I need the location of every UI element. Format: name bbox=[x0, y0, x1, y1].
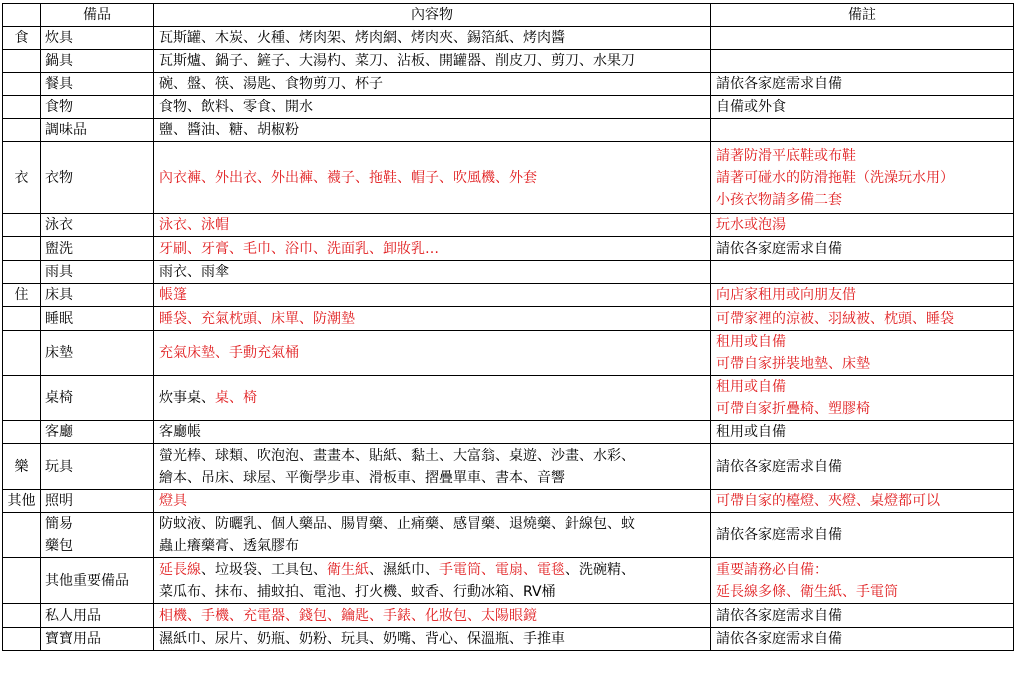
item-label: 私人用品 bbox=[45, 607, 101, 624]
notes-cell bbox=[711, 284, 1014, 307]
plain-text: 請依各家庭需求自備 bbox=[716, 240, 842, 257]
category-cell bbox=[3, 119, 41, 142]
item-label: 鍋具 bbox=[45, 53, 73, 69]
contents-line bbox=[159, 387, 705, 409]
contents-line bbox=[159, 605, 705, 627]
contents-line bbox=[159, 119, 705, 141]
plain-text: 繪本、吊床、球屋、平衡學步車、滑板車、摺疊單車、書本、音響 bbox=[159, 469, 565, 486]
plain-text: 、洗碗精、 bbox=[565, 561, 635, 578]
item-cell bbox=[41, 513, 154, 558]
notes-line bbox=[716, 96, 1008, 118]
notes-cell bbox=[711, 331, 1014, 376]
item-label: 衣物 bbox=[45, 169, 73, 186]
notes-line bbox=[716, 628, 1008, 650]
highlighted-text: 延長線多條、衛生紙、手電筒 bbox=[716, 583, 898, 600]
category-cell bbox=[3, 261, 41, 284]
category-cell bbox=[3, 628, 41, 651]
packing-checklist-table bbox=[2, 3, 1014, 651]
item-label: 桌椅 bbox=[45, 390, 73, 406]
contents-line bbox=[159, 308, 705, 330]
item-label: 簡易 bbox=[45, 516, 73, 532]
contents-cell bbox=[154, 604, 711, 628]
highlighted-text: 可帶家裡的涼被、羽絨被、枕頭、睡袋 bbox=[716, 310, 954, 327]
highlighted-text: 衛生紙 bbox=[327, 561, 369, 578]
contents-cell bbox=[154, 214, 711, 237]
table-row bbox=[3, 558, 1014, 604]
item-label: 床具 bbox=[45, 287, 73, 303]
category-cell bbox=[3, 604, 41, 628]
notes-cell bbox=[711, 27, 1014, 50]
plain-text: 客廳帳 bbox=[159, 424, 201, 440]
item-cell bbox=[41, 96, 154, 119]
contents-line bbox=[159, 513, 705, 535]
table-row bbox=[3, 237, 1014, 261]
item-cell bbox=[41, 27, 154, 50]
item-cell bbox=[41, 261, 154, 284]
contents-line bbox=[159, 535, 705, 557]
header-category bbox=[3, 4, 41, 27]
highlighted-text: 可帶自家折疊椅、塑膠椅 bbox=[716, 401, 870, 417]
table-row bbox=[3, 421, 1014, 444]
notes-cell bbox=[711, 214, 1014, 237]
contents-cell bbox=[154, 331, 711, 376]
notes-line bbox=[716, 189, 1008, 211]
item-label: 炊具 bbox=[45, 30, 73, 46]
contents-line bbox=[159, 284, 705, 306]
notes-cell bbox=[711, 558, 1014, 604]
table-row bbox=[3, 490, 1014, 513]
item-label: 寶寶用品 bbox=[45, 631, 101, 647]
table-row bbox=[3, 331, 1014, 376]
notes-cell bbox=[711, 96, 1014, 119]
notes-line bbox=[716, 398, 1008, 420]
notes-line bbox=[716, 559, 1008, 581]
item-cell bbox=[41, 628, 154, 651]
notes-cell bbox=[711, 119, 1014, 142]
table-row bbox=[3, 376, 1014, 421]
notes-cell bbox=[711, 261, 1014, 284]
notes-line bbox=[716, 581, 1008, 603]
plain-text: 請依各家庭需求自備 bbox=[716, 631, 842, 647]
contents-cell bbox=[154, 73, 711, 96]
category-cell: 食 bbox=[3, 27, 41, 50]
contents-line bbox=[159, 445, 705, 467]
item-cell bbox=[41, 490, 154, 513]
category-cell bbox=[3, 214, 41, 237]
item-label: 雨具 bbox=[45, 264, 73, 280]
plain-text: 、濕紙巾、 bbox=[369, 561, 439, 578]
item-cell bbox=[41, 604, 154, 628]
item-cell bbox=[41, 421, 154, 444]
notes-line bbox=[716, 145, 1008, 167]
table-row bbox=[3, 604, 1014, 628]
item-label: 床墊 bbox=[45, 345, 73, 361]
highlighted-text: 延長線 bbox=[159, 561, 201, 578]
item-label: 調味品 bbox=[45, 122, 87, 138]
highlighted-text: 租用或自備 bbox=[716, 379, 786, 395]
category-cell bbox=[3, 237, 41, 261]
table-row bbox=[3, 628, 1014, 651]
highlighted-text: 手電筒、電扇、電毯 bbox=[439, 561, 565, 578]
contents-cell bbox=[154, 444, 711, 490]
plain-text: 租用或自備 bbox=[716, 424, 786, 440]
notes-line bbox=[716, 605, 1008, 627]
category-cell: 其他 bbox=[3, 490, 41, 513]
notes-line bbox=[716, 308, 1008, 330]
contents-line bbox=[159, 467, 705, 489]
category-cell: 衣 bbox=[3, 142, 41, 214]
contents-line bbox=[159, 559, 705, 581]
notes-cell bbox=[711, 604, 1014, 628]
contents-cell bbox=[154, 96, 711, 119]
header-item: 備品 bbox=[41, 4, 154, 27]
header-notes: 備註 bbox=[711, 4, 1014, 27]
category-cell bbox=[3, 307, 41, 331]
plain-text: 請依各家庭需求自備 bbox=[716, 527, 842, 543]
plain-text: 濕紙巾、尿片、奶瓶、奶粉、玩具、奶嘴、背心、保溫瓶、手推車 bbox=[159, 631, 565, 647]
contents-line bbox=[159, 96, 705, 118]
item-cell bbox=[41, 119, 154, 142]
contents-line bbox=[159, 238, 705, 260]
notes-cell bbox=[711, 237, 1014, 261]
checklist-body bbox=[3, 27, 1014, 651]
notes-cell bbox=[711, 628, 1014, 651]
item-cell bbox=[41, 284, 154, 307]
highlighted-text: 玩水或泡湯 bbox=[716, 217, 786, 233]
contents-line bbox=[159, 261, 705, 283]
contents-line bbox=[159, 342, 705, 364]
item-label: 餐具 bbox=[45, 76, 73, 92]
notes-cell bbox=[711, 307, 1014, 331]
item-cell bbox=[41, 331, 154, 376]
item-cell bbox=[41, 73, 154, 96]
notes-cell bbox=[711, 421, 1014, 444]
contents-cell bbox=[154, 261, 711, 284]
category-cell bbox=[3, 331, 41, 376]
category-cell bbox=[3, 421, 41, 444]
notes-cell bbox=[711, 73, 1014, 96]
highlighted-text: 燈具 bbox=[159, 493, 187, 509]
item-label: 客廳 bbox=[45, 424, 73, 440]
notes-line bbox=[716, 284, 1008, 306]
item-cell bbox=[41, 307, 154, 331]
notes-line bbox=[716, 376, 1008, 398]
plain-text: 鹽、醬油、糖、胡椒粉 bbox=[159, 122, 299, 138]
item-label: 玩具 bbox=[45, 458, 73, 475]
category-cell bbox=[3, 558, 41, 604]
notes-line bbox=[716, 353, 1008, 375]
notes-cell bbox=[711, 142, 1014, 214]
contents-cell bbox=[154, 376, 711, 421]
category-cell: 住 bbox=[3, 284, 41, 307]
item-cell bbox=[41, 444, 154, 490]
item-label: 照明 bbox=[45, 493, 73, 509]
notes-line bbox=[716, 490, 1008, 512]
highlighted-text: 相機、手機、充電器、錢包、鑰匙、手錶、化妝包、太陽眼鏡 bbox=[159, 607, 537, 624]
contents-cell bbox=[154, 50, 711, 73]
plain-text: 請依各家庭需求自備 bbox=[716, 607, 842, 624]
highlighted-text: 租用或自備 bbox=[716, 334, 786, 350]
item-cell bbox=[41, 237, 154, 261]
highlighted-text: 向店家租用或向朋友借 bbox=[716, 287, 856, 303]
contents-line bbox=[159, 214, 705, 236]
contents-line bbox=[159, 490, 705, 512]
plain-text: 碗、盤、筷、湯匙、食物剪刀、杯子 bbox=[159, 76, 383, 92]
highlighted-text: 牙刷、牙膏、毛巾、浴巾、洗面乳、卸妝乳… bbox=[159, 240, 439, 257]
contents-cell bbox=[154, 513, 711, 558]
plain-text: 炊事桌、 bbox=[159, 390, 215, 406]
highlighted-text: 小孩衣物請多備二套 bbox=[716, 191, 842, 208]
highlighted-text: 睡袋、充氣枕頭、床單、防潮墊 bbox=[159, 310, 355, 327]
contents-cell bbox=[154, 27, 711, 50]
contents-line bbox=[159, 421, 705, 443]
contents-cell bbox=[154, 558, 711, 604]
table-row bbox=[3, 444, 1014, 490]
plain-text: 、垃圾袋、工具包、 bbox=[201, 561, 327, 578]
item-label: 藥包 bbox=[45, 538, 73, 554]
table-row bbox=[3, 284, 1014, 307]
table-row bbox=[3, 119, 1014, 142]
table-row bbox=[3, 27, 1014, 50]
header-row bbox=[3, 4, 1014, 27]
category-cell bbox=[3, 73, 41, 96]
contents-cell bbox=[154, 307, 711, 331]
plain-text: 螢光棒、球類、吹泡泡、畫畫本、貼紙、黏土、大富翁、桌遊、沙畫、水彩、 bbox=[159, 447, 635, 464]
highlighted-text: 請著可碰水的防滑拖鞋（洗澡玩水用） bbox=[716, 169, 954, 186]
item-label: 食物 bbox=[45, 99, 73, 115]
notes-line bbox=[716, 331, 1008, 353]
table-row bbox=[3, 513, 1014, 558]
contents-line bbox=[159, 27, 705, 49]
table-row bbox=[3, 96, 1014, 119]
highlighted-text: 充氣床墊、手動充氣桶 bbox=[159, 345, 299, 361]
table-row bbox=[3, 214, 1014, 237]
plain-text: 請依各家庭需求自備 bbox=[716, 76, 842, 92]
plain-text: 防蚊液、防曬乳、個人藥品、腸胃藥、止痛藥、感冒藥、退燒藥、針線包、蚊 bbox=[159, 516, 635, 532]
item-cell bbox=[41, 142, 154, 214]
plain-text: 自備或外食 bbox=[716, 99, 786, 115]
header-contents: 內容物 bbox=[154, 4, 711, 27]
contents-cell bbox=[154, 119, 711, 142]
notes-line bbox=[716, 214, 1008, 236]
item-cell bbox=[41, 376, 154, 421]
contents-line bbox=[159, 73, 705, 95]
plain-text: 菜瓜布、抹布、捕蚊拍、電池、打火機、蚊香、行動冰箱、RV桶 bbox=[159, 583, 556, 600]
notes-cell bbox=[711, 50, 1014, 73]
contents-line bbox=[159, 50, 705, 72]
category-cell bbox=[3, 50, 41, 73]
notes-line bbox=[716, 167, 1008, 189]
notes-cell bbox=[711, 444, 1014, 490]
contents-cell bbox=[154, 490, 711, 513]
category-cell bbox=[3, 376, 41, 421]
plain-text: 瓦斯罐、木炭、火種、烤肉架、烤肉網、烤肉夾、錫箔紙、烤肉醬 bbox=[159, 30, 565, 46]
highlighted-text: 可帶自家拼裝地墊、床墊 bbox=[716, 356, 870, 372]
contents-line bbox=[159, 581, 705, 603]
notes-line bbox=[716, 238, 1008, 260]
item-label: 泳衣 bbox=[45, 217, 73, 233]
contents-line bbox=[159, 628, 705, 650]
highlighted-text: 可帶自家的檯燈、夾燈、桌燈都可以 bbox=[716, 493, 940, 509]
category-cell bbox=[3, 513, 41, 558]
table-row bbox=[3, 142, 1014, 214]
notes-line bbox=[716, 524, 1008, 546]
notes-line bbox=[716, 421, 1008, 443]
contents-cell bbox=[154, 628, 711, 651]
plain-text: 食物、飲料、零食、開水 bbox=[159, 99, 313, 115]
item-cell bbox=[41, 214, 154, 237]
notes-line bbox=[716, 73, 1008, 95]
notes-line bbox=[716, 456, 1008, 478]
item-cell bbox=[41, 558, 154, 604]
table-row bbox=[3, 307, 1014, 331]
highlighted-text: 重要請務必自備： bbox=[716, 561, 828, 578]
contents-line bbox=[159, 167, 705, 189]
notes-cell bbox=[711, 513, 1014, 558]
item-cell bbox=[41, 50, 154, 73]
table-row bbox=[3, 73, 1014, 96]
notes-cell bbox=[711, 490, 1014, 513]
plain-text: 雨衣、雨傘 bbox=[159, 264, 229, 280]
highlighted-text: 泳衣、泳帽 bbox=[159, 217, 229, 233]
table-row bbox=[3, 50, 1014, 73]
plain-text: 瓦斯爐、鍋子、鏟子、大湯杓、菜刀、沾板、開罐器、削皮刀、剪刀、水果刀 bbox=[159, 53, 635, 69]
highlighted-text: 帳篷 bbox=[159, 287, 187, 303]
item-label: 其他重要備品 bbox=[45, 572, 129, 589]
item-label: 睡眠 bbox=[45, 310, 73, 327]
contents-cell bbox=[154, 142, 711, 214]
highlighted-text: 桌、椅 bbox=[215, 390, 257, 406]
contents-cell bbox=[154, 237, 711, 261]
plain-text: 蟲止癢藥膏、透氣膠布 bbox=[159, 538, 299, 554]
table-row bbox=[3, 261, 1014, 284]
plain-text: 請依各家庭需求自備 bbox=[716, 458, 842, 475]
contents-cell bbox=[154, 284, 711, 307]
notes-cell bbox=[711, 376, 1014, 421]
item-label: 盥洗 bbox=[45, 240, 73, 257]
highlighted-text: 內衣褲、外出衣、外出褲、襪子、拖鞋、帽子、吹風機、外套 bbox=[159, 169, 537, 186]
category-cell bbox=[3, 96, 41, 119]
contents-cell bbox=[154, 421, 711, 444]
category-cell: 樂 bbox=[3, 444, 41, 490]
highlighted-text: 請著防滑平底鞋或布鞋 bbox=[716, 147, 856, 164]
